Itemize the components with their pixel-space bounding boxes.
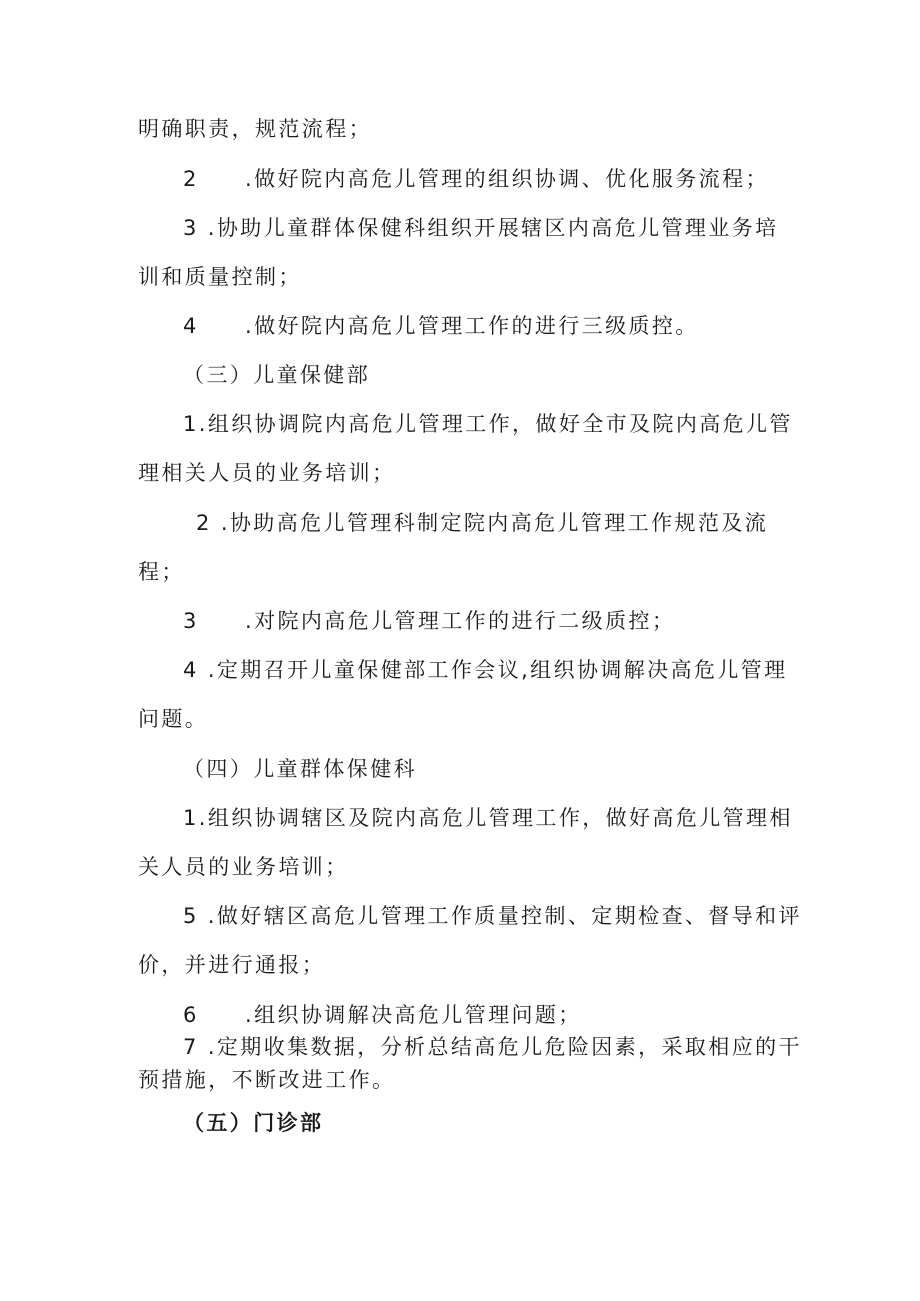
paragraph-line: 4 .定期召开儿童保健部工作会议,组织协调解决高危儿管理 [183,658,788,682]
paragraph-line: .组织协调解决高危儿管理问题； [245,1003,582,1027]
section-heading: （四）儿童群体保健科 [183,757,417,781]
list-number: 2 [183,167,197,191]
list-number: 6 [183,1003,197,1027]
paragraph-line: 价，并进行通报； [138,953,326,977]
paragraph-line: 训和质量控制； [138,265,302,289]
paragraph-line: 3 .协助儿童群体保健科组织开展辖区内高危儿管理业务培 [183,216,779,240]
paragraph-line: 关人员的业务培训； [138,855,349,879]
paragraph-line: 1.组织协调辖区及院内高危儿管理工作，做好高危儿管理相 [183,806,793,830]
paragraph-line: .做好院内高危儿管理工作的进行三级质控。 [245,314,699,338]
paragraph-line: 程； [138,560,185,584]
section-heading: （三）儿童保健部 [183,363,371,387]
paragraph-line: .做好院内高危儿管理的组织协调、优化服务流程； [245,167,769,191]
paragraph-line: .对院内高危儿管理工作的进行二级质控； [245,609,676,633]
section-heading: （五）门诊部 [183,1111,324,1135]
paragraph-line: 问题。 [138,707,209,731]
paragraph-line: 明确职责，规范流程； [138,117,372,141]
list-number: 4 [183,314,197,338]
paragraph-line: 2 .协助高危儿管理科制定院内高危儿管理工作规范及流 [196,511,769,535]
paragraph-line: 1.组织协调院内高危儿管理工作，做好全市及院内高危儿管 [183,412,793,436]
list-number: 3 [183,609,197,633]
paragraph-line: 理相关人员的业务培训； [138,461,396,485]
paragraph-line: 7 .定期收集数据，分析总结高危儿危险因素，采取相应的干 [183,1035,802,1059]
paragraph-line: 预措施，不断改进工作。 [138,1068,396,1092]
paragraph-line: 5 .做好辖区高危儿管理工作质量控制、定期检查、督导和评 [183,904,802,928]
